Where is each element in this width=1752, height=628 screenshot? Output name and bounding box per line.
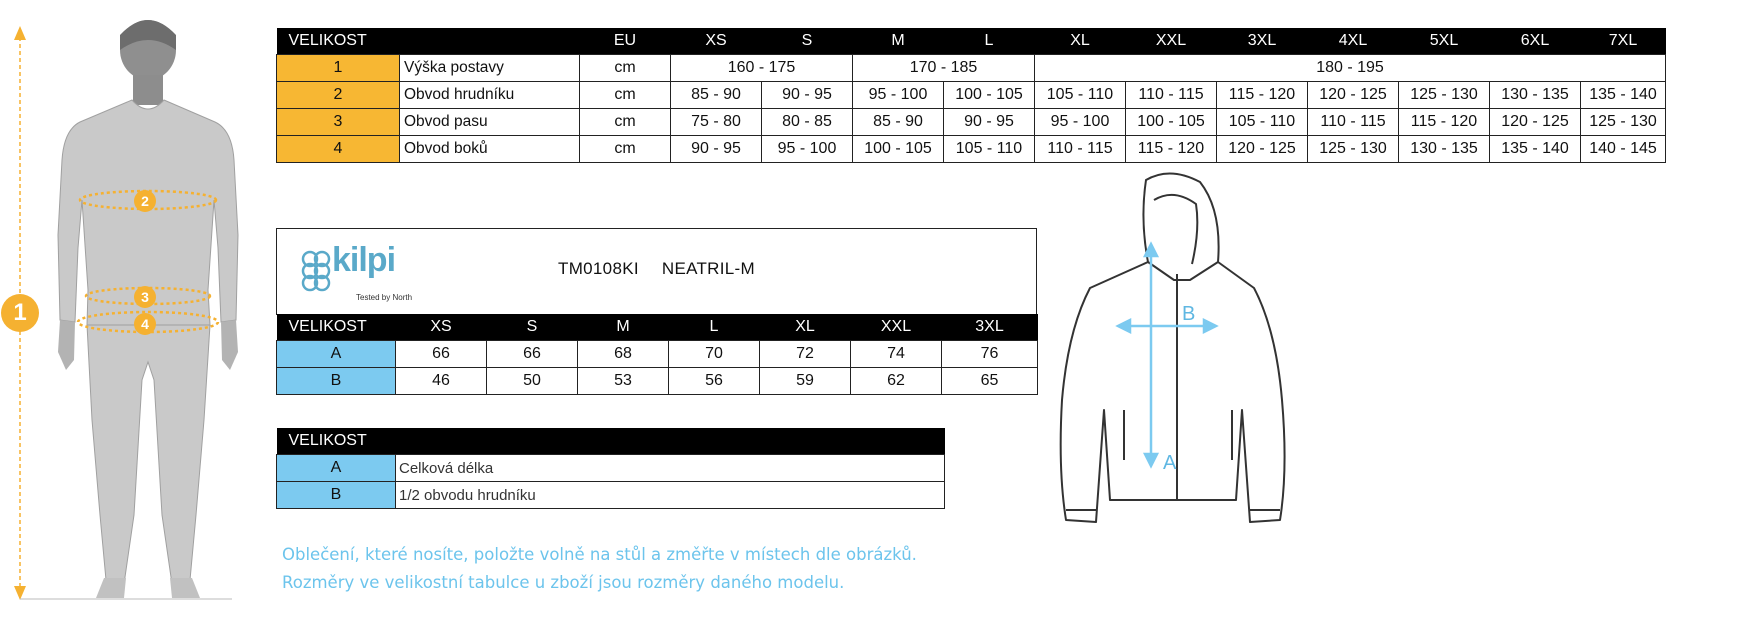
header-size: XS xyxy=(396,314,487,341)
product-size-table xyxy=(276,314,1038,395)
header-size: S xyxy=(762,28,853,55)
table-cell: 95 - 100 xyxy=(762,136,853,163)
table-cell: 120 - 125 xyxy=(1490,109,1581,136)
row-number: 3 xyxy=(277,109,400,136)
table-header-row xyxy=(277,428,945,455)
table-cell: 66 xyxy=(487,341,578,368)
table-cell: 66 xyxy=(396,341,487,368)
table-row xyxy=(277,136,1666,163)
row-unit: cm xyxy=(580,82,671,109)
table-cell: 135 - 140 xyxy=(1490,136,1581,163)
table-cell: 90 - 95 xyxy=(762,82,853,109)
product-name: NEATRIL-M xyxy=(661,259,755,278)
row-label: Obvod hrudníku xyxy=(400,82,580,109)
table-cell: 53 xyxy=(578,368,669,395)
row-unit: cm xyxy=(580,109,671,136)
measure-instruction-note: Oblečení, které nosíte, položte volně na stůl a změřte v místech dle obrázků. xyxy=(282,545,917,564)
table-cell: 70 xyxy=(669,341,760,368)
header-velikost: VELIKOST xyxy=(277,428,396,455)
table-row xyxy=(277,82,1666,109)
table-header-row xyxy=(277,314,1038,341)
product-code: TM0108KI xyxy=(558,259,639,278)
table-cell: 74 xyxy=(851,341,942,368)
header-size: S xyxy=(487,314,578,341)
table-cell: 65 xyxy=(942,368,1038,395)
table-cell: 115 - 120 xyxy=(1399,109,1490,136)
table-cell: 135 - 140 xyxy=(1581,82,1666,109)
table-cell: 56 xyxy=(669,368,760,395)
header-size: 3XL xyxy=(1217,28,1308,55)
body-size-table xyxy=(276,28,1666,163)
table-cell: 110 - 115 xyxy=(1308,109,1399,136)
table-cell: 59 xyxy=(760,368,851,395)
table-cell: 180 - 195 xyxy=(1035,55,1666,82)
table-cell: 50 xyxy=(487,368,578,395)
table-cell: 130 - 135 xyxy=(1399,136,1490,163)
table-cell: 160 - 175 xyxy=(671,55,853,82)
chest-marker: 2 xyxy=(134,190,156,212)
table-row xyxy=(277,482,945,509)
table-cell: 110 - 115 xyxy=(1126,82,1217,109)
header-size: 4XL xyxy=(1308,28,1399,55)
table-cell: 130 - 135 xyxy=(1490,82,1581,109)
table-cell: 115 - 120 xyxy=(1126,136,1217,163)
header-velikost: VELIKOST xyxy=(277,314,396,341)
header-eu: EU xyxy=(580,28,671,55)
product-model xyxy=(277,259,1036,279)
table-cell: 85 - 90 xyxy=(853,109,944,136)
table-cell: 120 - 125 xyxy=(1217,136,1308,163)
table-cell: 105 - 110 xyxy=(1217,109,1308,136)
row-description: 1/2 obvodu hrudníku xyxy=(396,482,945,509)
brand-tagline: Tested by North xyxy=(356,293,413,302)
table-cell: 46 xyxy=(396,368,487,395)
height-marker: 1 xyxy=(1,294,39,332)
row-number: 1 xyxy=(277,55,400,82)
table-cell: 110 - 115 xyxy=(1035,136,1126,163)
header-size: 6XL xyxy=(1490,28,1581,55)
row-number: 2 xyxy=(277,82,400,109)
header-size: M xyxy=(853,28,944,55)
row-unit: cm xyxy=(580,55,671,82)
header-size: XXL xyxy=(851,314,942,341)
header-size: XL xyxy=(1035,28,1126,55)
table-cell: 125 - 130 xyxy=(1308,136,1399,163)
table-cell: 95 - 100 xyxy=(1035,109,1126,136)
waist-marker: 3 xyxy=(134,286,156,308)
table-row xyxy=(277,455,945,482)
row-label: Obvod boků xyxy=(400,136,580,163)
jacket-label-b: B xyxy=(1182,303,1196,325)
header-blank xyxy=(396,428,945,455)
table-cell: 100 - 105 xyxy=(944,82,1035,109)
jacket-label-a: A xyxy=(1163,452,1177,474)
table-cell: 85 - 90 xyxy=(671,82,762,109)
row-label: B xyxy=(277,482,396,509)
table-cell: 105 - 110 xyxy=(944,136,1035,163)
header-size: 5XL xyxy=(1399,28,1490,55)
table-cell: 115 - 120 xyxy=(1217,82,1308,109)
header-size: XS xyxy=(671,28,762,55)
table-cell: 76 xyxy=(942,341,1038,368)
table-cell: 68 xyxy=(578,341,669,368)
table-cell: 90 - 95 xyxy=(671,136,762,163)
table-cell: 125 - 130 xyxy=(1399,82,1490,109)
row-label: A xyxy=(277,455,396,482)
header-size: L xyxy=(944,28,1035,55)
row-label: Výška postavy xyxy=(400,55,580,82)
jacket-illustration xyxy=(1050,170,1300,540)
row-description: Celková délka xyxy=(396,455,945,482)
header-size: XL xyxy=(760,314,851,341)
table-cell: 140 - 145 xyxy=(1581,136,1666,163)
model-dimensions-note: Rozměry ve velikostní tabulce u zboží jsou rozměry daného modelu. xyxy=(282,573,845,592)
hips-marker: 4 xyxy=(134,313,156,335)
header-size: L xyxy=(669,314,760,341)
row-label: A xyxy=(277,341,396,368)
row-number: 4 xyxy=(277,136,400,163)
table-cell: 100 - 105 xyxy=(1126,109,1217,136)
table-cell: 125 - 130 xyxy=(1581,109,1666,136)
table-header-row xyxy=(277,28,1666,55)
header-blank xyxy=(400,28,580,55)
brand-header xyxy=(276,228,1037,315)
table-row xyxy=(277,109,1666,136)
header-size: 7XL xyxy=(1581,28,1666,55)
table-cell: 90 - 95 xyxy=(944,109,1035,136)
table-row xyxy=(277,55,1666,82)
row-label: B xyxy=(277,368,396,395)
table-row xyxy=(277,368,1038,395)
table-row xyxy=(277,341,1038,368)
row-unit: cm xyxy=(580,136,671,163)
measurement-legend-table xyxy=(276,428,945,509)
table-cell: 80 - 85 xyxy=(762,109,853,136)
table-cell: 170 - 185 xyxy=(853,55,1035,82)
table-cell: 72 xyxy=(760,341,851,368)
table-cell: 120 - 125 xyxy=(1308,82,1399,109)
header-size: XXL xyxy=(1126,28,1217,55)
brand-logo: kilpi xyxy=(332,241,396,279)
header-size: 3XL xyxy=(942,314,1038,341)
table-cell: 100 - 105 xyxy=(853,136,944,163)
table-cell: 75 - 80 xyxy=(671,109,762,136)
table-cell: 95 - 100 xyxy=(853,82,944,109)
header-velikost: VELIKOST xyxy=(277,28,400,55)
header-size: M xyxy=(578,314,669,341)
table-cell: 62 xyxy=(851,368,942,395)
row-label: Obvod pasu xyxy=(400,109,580,136)
table-cell: 105 - 110 xyxy=(1035,82,1126,109)
